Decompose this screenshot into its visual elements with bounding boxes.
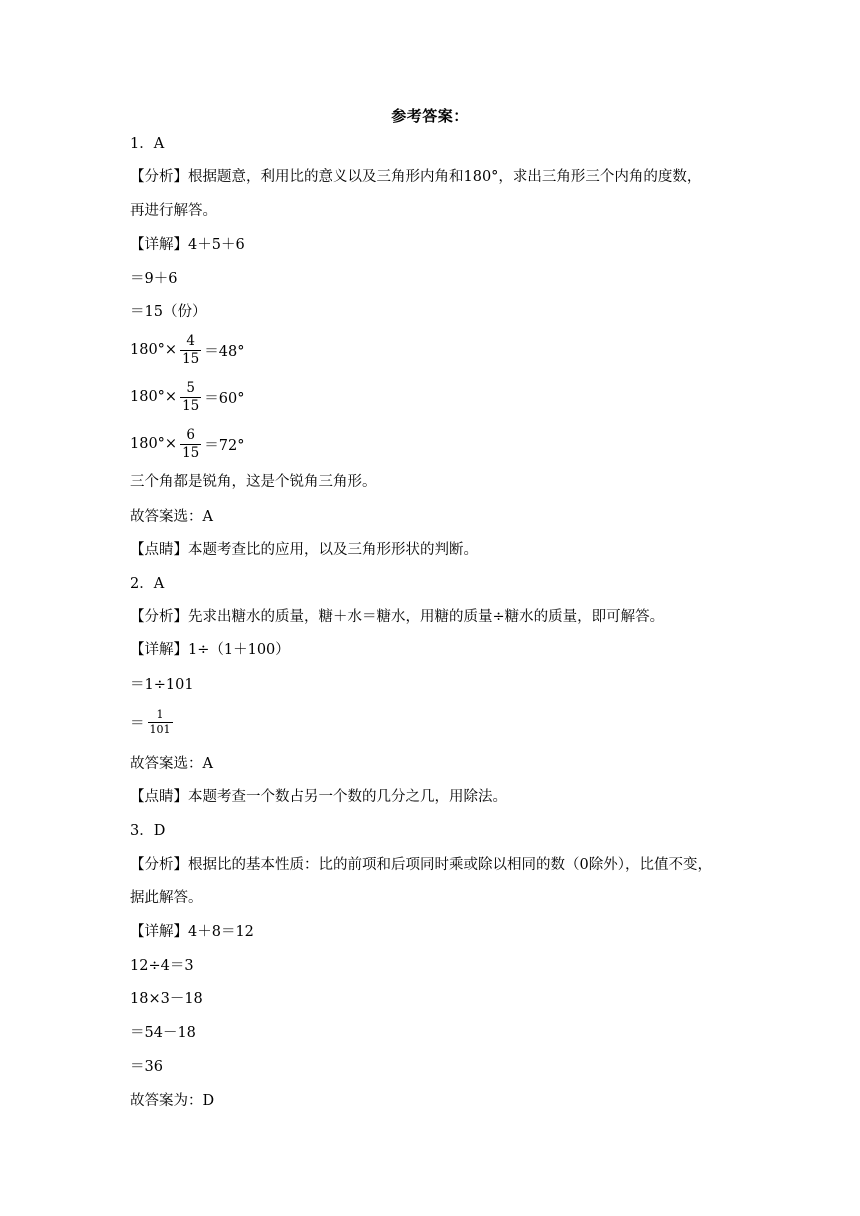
fraction-result: ＝48° [204, 343, 245, 360]
fraction-denominator: 15 [182, 397, 200, 414]
q1-step1: ＝9＋6 [130, 271, 178, 287]
q1-detail: 【详解】4＋5＋6 [130, 237, 245, 253]
fraction [148, 708, 173, 737]
q1-number: 1．A [130, 136, 165, 152]
q3-step3: ＝54－18 [130, 1025, 196, 1041]
fraction [180, 427, 201, 462]
fraction [180, 333, 201, 368]
q3-analysis-cont: 据此解答。 [130, 890, 203, 906]
fraction-denominator: 15 [182, 350, 200, 367]
fraction-denominator: 15 [182, 444, 200, 461]
fraction-prefix: 180°× [130, 436, 178, 452]
q3-detail: 【详解】4＋8＝12 [130, 924, 254, 940]
q3-step1: 12÷4＝3 [130, 958, 194, 974]
q3-analysis: 【分析】根据比的基本性质：比的前项和后项同时乘或除以相同的数（0除外），比值不变， [130, 857, 712, 873]
fraction-numerator: 6 [186, 426, 195, 443]
fraction-prefix: 180°× [130, 389, 178, 405]
q1-fraction-line-3 [130, 424, 244, 464]
fraction [180, 380, 201, 415]
fraction-prefix: ＝ [130, 715, 145, 732]
q3-step2: 18×3－18 [130, 991, 203, 1007]
fraction-numerator: 5 [186, 379, 195, 396]
q3-answer: 故答案为：D [130, 1093, 215, 1109]
q2-number: 2．A [130, 576, 165, 592]
q1-fraction-line-2 [130, 377, 244, 417]
fraction-prefix: 180°× [130, 342, 178, 358]
fraction-result: ＝72° [204, 437, 245, 454]
q2-analysis: 【分析】先求出糖水的质量，糖＋水＝糖水，用糖的质量÷糖水的质量，即可解答。 [130, 609, 665, 625]
q2-note: 【点睛】本题考查一个数占另一个数的几分之几，用除法。 [130, 789, 507, 805]
fraction-numerator: 1 [156, 707, 164, 721]
q2-step1: ＝1÷101 [130, 677, 194, 693]
q1-answer: 故答案选：A [130, 509, 213, 525]
q2-detail: 【详解】1÷（1＋100） [130, 642, 290, 658]
q2-answer: 故答案选：A [130, 756, 213, 772]
q2-fraction-line [130, 702, 176, 742]
q1-fraction-line-1 [130, 330, 244, 370]
q1-analysis-cont: 再进行解答。 [130, 203, 217, 219]
q1-step2: ＝15（份） [130, 304, 207, 320]
q3-step4: ＝36 [130, 1059, 163, 1075]
q1-conclusion: 三个角都是锐角，这是个锐角三角形。 [130, 474, 377, 490]
fraction-result: ＝60° [204, 390, 245, 407]
q3-number: 3．D [130, 823, 166, 839]
q1-note: 【点睛】本题考查比的应用，以及三角形形状的判断。 [130, 542, 478, 558]
fraction-numerator: 4 [186, 332, 195, 349]
fraction-denominator: 101 [149, 722, 171, 736]
q1-analysis: 【分析】根据题意，利用比的意义以及三角形内角和180°，求出三角形三个内角的度数， [130, 169, 702, 185]
page-title: 参考答案： [391, 107, 469, 125]
